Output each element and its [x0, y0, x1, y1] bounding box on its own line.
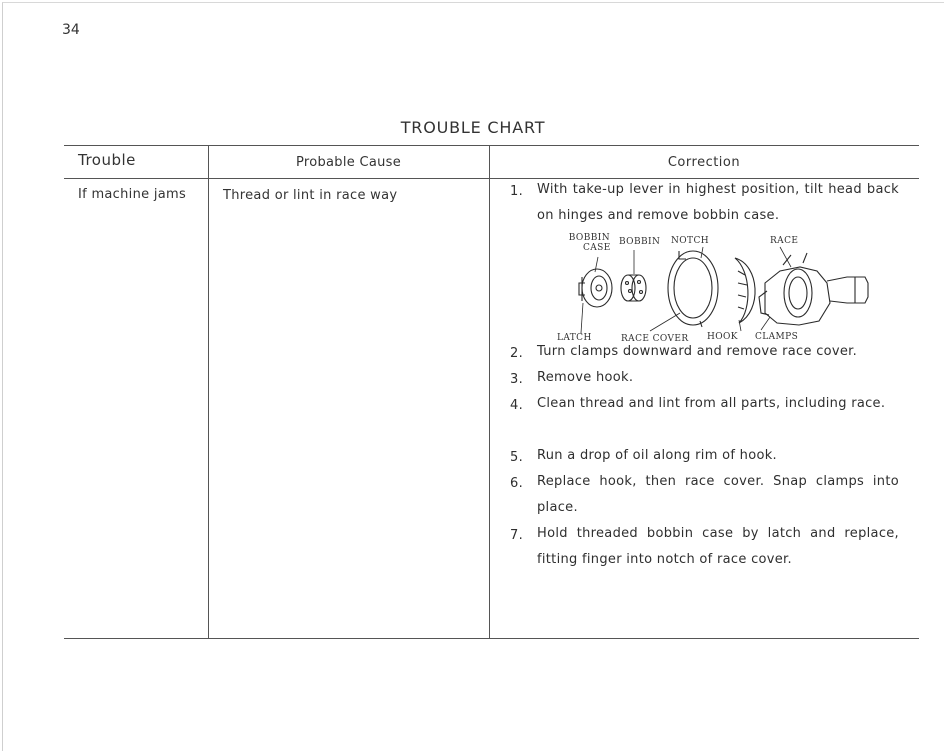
step-number: 3.: [510, 372, 524, 387]
cause-cell: Thread or lint in race way: [223, 188, 398, 203]
table-top-rule: [64, 145, 919, 146]
step-number: 5.: [510, 450, 524, 465]
header-probable-cause: Probable Cause: [295, 155, 402, 170]
step-number: 7.: [510, 528, 524, 543]
page-number: 34: [62, 22, 80, 38]
header-trouble: Trouble: [78, 151, 136, 169]
label-bobbin: BOBBIN: [619, 237, 661, 247]
hook-part: [735, 258, 755, 323]
column-divider-2: [489, 145, 490, 639]
step-text: Hold threaded bobbin case by latch and replace, fitting finger into notch of race cover.: [537, 526, 899, 567]
bobbin-case-part: [579, 269, 612, 307]
bobbin-parts-diagram: [555, 231, 885, 347]
label-latch: LATCH: [557, 333, 592, 343]
step-number: 4.: [510, 398, 524, 413]
step-number: 2.: [510, 346, 524, 361]
step-text: Turn clamps downward and remove race cover.: [537, 344, 858, 359]
race-housing-part: [759, 253, 868, 325]
label-race: RACE: [770, 236, 799, 246]
label-hook: HOOK: [707, 332, 738, 342]
step-text: Remove hook.: [537, 370, 634, 385]
step-text: Clean thread and lint from all parts, including race.: [537, 396, 886, 411]
label-notch: NOTCH: [671, 236, 709, 246]
trouble-cell: If machine jams: [78, 187, 187, 202]
page-title: TROUBLE CHART: [400, 118, 546, 137]
label-clamps: CLAMPS: [755, 332, 799, 342]
label-race-cover: RACE COVER: [621, 334, 689, 344]
step-text: Run a drop of oil along rim of hook.: [537, 448, 777, 463]
header-correction: Correction: [667, 155, 741, 170]
step-text: With take-up lever in highest position, tilt head back on hinges and remove bobbin case.: [537, 182, 899, 223]
step-text: Replace hook, then race cover. Snap clamps into place.: [537, 474, 899, 515]
label-bobbin-case: BOBBIN CASE: [568, 233, 611, 253]
column-divider-1: [208, 145, 209, 639]
table-bottom-rule: [64, 638, 919, 639]
step-number: 6.: [510, 476, 524, 491]
bobbin-part: [621, 275, 646, 301]
step-number: 1.: [510, 184, 524, 199]
